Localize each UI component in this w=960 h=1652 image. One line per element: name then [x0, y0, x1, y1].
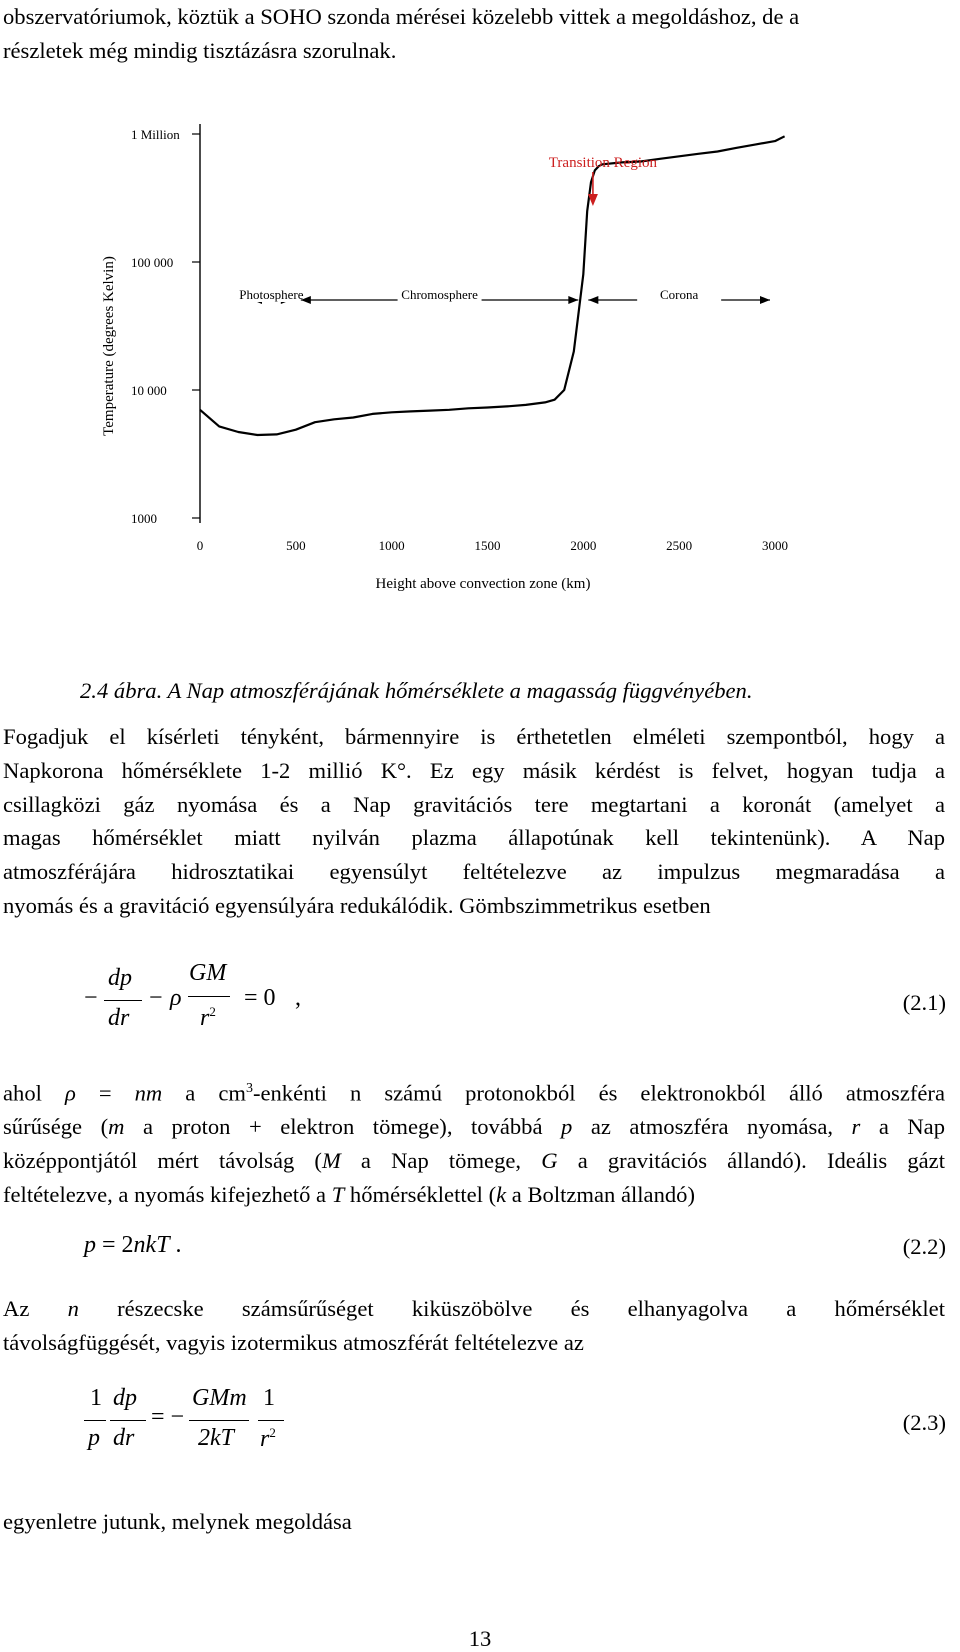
comma: ,: [295, 985, 301, 1011]
x-tick-label: 500: [286, 538, 306, 553]
y-tick-label: 100 000: [131, 255, 174, 270]
equation-number: (2.1): [902, 990, 946, 1015]
y-axis-label: Temperature (degrees Kelvin): [101, 256, 117, 436]
temperature-height-chart: [0, 120, 960, 620]
x-tick-label: 2500: [666, 538, 693, 553]
text-line: Napkorona hőmérséklete 1-2 millió K°. Ez egy másik kérdést is felvet, hogyan tudja a: [3, 757, 945, 783]
text-line: obszervatóriumok, köztük a SOHO szonda mérései közelebb vittek a megoldáshoz, de a: [3, 4, 800, 29]
text-line: Az n részecske számsűrűséget kiküszöbölve és elhanyagolva a hőmérséklet: [3, 1296, 945, 1321]
fraction-denominator: p: [88, 1425, 100, 1451]
fraction-numerator: GM: [189, 960, 227, 986]
region-label: Corona: [660, 287, 699, 302]
region-label: Photosphere: [239, 287, 304, 302]
fraction-bar: [84, 1420, 106, 1421]
text-line: részletek még mindig tisztázásra szorulnak.: [3, 37, 397, 63]
text-line: egyenletre jutunk, melynek megoldása: [3, 1509, 352, 1534]
y-tick-label: 1 Million: [131, 127, 180, 142]
text-line: csillagközi gáz nyomása és a Nap gravitációs tere megtartani a koronát (amelyet a: [3, 791, 945, 817]
fraction-denominator: 2kT: [198, 1425, 234, 1451]
equation-number: (2.2): [902, 1234, 946, 1259]
text-line: középpontjától mért távolság (M a Nap tömege, G a gravitációs állandó). Ideális gázt: [3, 1148, 945, 1174]
figure-caption: 2.4 ábra. A Nap atmoszférájának hőmérséklete a magasság függvényében.: [80, 678, 753, 703]
fraction-denominator: dr: [108, 1005, 130, 1031]
text-line: magas hőmérséklet miatt nyilván plazma állapotúnak kell tekintenünk). A Nap: [3, 825, 945, 851]
x-tick-label: 1000: [378, 538, 405, 553]
arrow-head-left-icon: [588, 296, 598, 304]
fraction-numerator: 1: [263, 1385, 275, 1411]
x-tick-label: 2000: [570, 538, 597, 553]
text-line: atmoszférájára hidrosztatikai egyensúlyt feltételezve az impulzus megmaradása a: [3, 859, 945, 885]
y-tick-label: 1000: [131, 511, 157, 526]
fraction-bar: [110, 1420, 146, 1421]
fraction-bar: [258, 1420, 284, 1421]
fraction-numerator: dp: [113, 1385, 137, 1411]
region-label: Chromosphere: [401, 287, 478, 302]
text-line: ahol ρ = nm a $cm^3$-enkénti n számú protonokból és elektronokból álló atmoszféra: [3, 1080, 945, 1106]
fraction-denominator: $r^2$: [200, 1004, 216, 1031]
equation-body: p = 2nkT .: [84, 1232, 182, 1258]
arrow-head-right-icon: [568, 296, 578, 304]
temperature-curve: [200, 136, 785, 435]
x-tick-label: 0: [196, 538, 204, 553]
rho-symbol: ρ: [170, 985, 182, 1011]
equals-minus: = −: [151, 1404, 185, 1430]
text-line: feltételezve, a nyomás kifejezhető a T hőmérséklettel (k a Boltzman állandó): [3, 1181, 695, 1207]
fraction-bar: [104, 1000, 142, 1001]
annotation-label: Transition Region: [548, 155, 658, 171]
text-line: nyomás és a gravitáció egyensúlyára redukálódik. Gömbszimmetrikus esetben: [3, 892, 711, 918]
equation-number: (2.3): [902, 1410, 946, 1435]
paragraph-3: [3, 1292, 945, 1360]
minus-sign: −: [84, 985, 98, 1011]
x-tick-label: 3000: [762, 538, 788, 553]
page-number: 13: [468, 1626, 492, 1651]
x-tick-label: 1500: [474, 538, 501, 553]
equals-zero: = 0: [244, 985, 276, 1011]
paragraph-4: [3, 1505, 945, 1539]
fraction-numerator: 1: [90, 1385, 102, 1411]
top-paragraph: [3, 0, 945, 68]
text-line: Fogadjuk el kísérleti tényként, bármennyire is érthetetlen elméleti szempontból, hogy a: [3, 724, 945, 749]
text-line: távolságfüggését, vagyis izotermikus atmoszférát feltételezve az: [3, 1329, 584, 1355]
fraction-denominator: $r^2$: [260, 1425, 276, 1452]
fraction-bar: [188, 996, 230, 997]
arrow-head-right-icon: [760, 296, 770, 304]
minus-sign: −: [149, 985, 163, 1011]
y-tick-label: 10 000: [131, 383, 167, 398]
text-line: sűrűsége (m a proton + elektron tömege), továbbá p az atmoszféra nyomása, r a Nap: [3, 1114, 946, 1140]
fraction-bar: [189, 1420, 249, 1421]
x-axis-label: Height above convection zone (km): [375, 576, 591, 592]
fraction-numerator: dp: [108, 965, 132, 991]
fraction-numerator: GMm: [192, 1385, 247, 1411]
fraction-denominator: dr: [113, 1425, 135, 1451]
paragraph-1: [3, 720, 945, 923]
paragraph-2: [3, 1072, 945, 1212]
